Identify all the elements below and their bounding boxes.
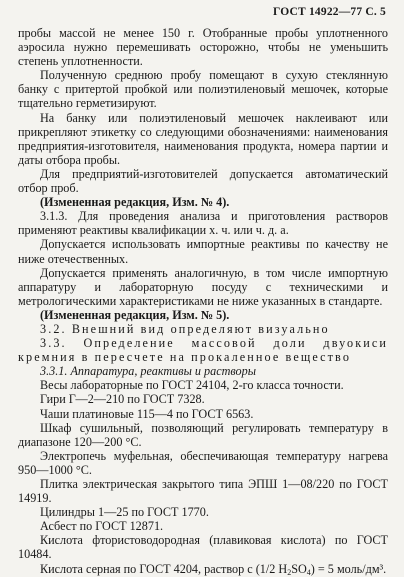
subsection-heading: 3.3.1. Аппаратура, реактивы и растворы (40, 364, 256, 379)
list-item: Электропечь муфельная, обеспечивающая температуру нагрева 950—1000 °С. (18, 448, 388, 477)
formula-text: SO (291, 561, 307, 576)
paragraph: Для предприятий-изготовителей допускается автоматический отбор проб. (18, 166, 388, 196)
formula-text: Кислота серная по ГОСТ 4204, раствор с (1/2 H (40, 561, 288, 576)
formula-subscript: 4 (306, 567, 311, 577)
amendment-note: (Измененная редакция, Изм. № 5). (40, 307, 230, 322)
formula-text: ) = 5 моль/дм³. (310, 561, 387, 576)
paragraph: Допускается использовать импортные реактивы по качеству не ниже отечественных. (18, 237, 388, 266)
section-heading: 3.2. Внешний вид определяют визуально (40, 321, 330, 336)
amendment-note: (Измененная редакция, Изм. № 4). (40, 195, 230, 210)
list-item: Кислота фтористоводородная (плавиковая кислота) по ГОСТ 10484. (18, 533, 388, 562)
formula-subscript: 2 (287, 567, 292, 577)
paragraph: 3.1.3. Для проведения анализа и приготовления растворов применяют реактивы квалификации х. ч. или ч. д. а. (18, 209, 388, 238)
list-item: Гири Г—2—210 по ГОСТ 7328. (40, 392, 205, 407)
list-item: Асбест по ГОСТ 12871. (40, 519, 164, 534)
document-body (18, 26, 388, 576)
list-item: Весы лабораторные по ГОСТ 24104, 2-го класса точности. (40, 378, 344, 393)
paragraph: пробы массой не менее 150 г. Отобранные пробы уплотненного аэросила нужно перемешивать осторожно, чтобы не уменьшить степень уплотненности. (18, 26, 388, 69)
list-item (18, 562, 388, 576)
list-item: Цилиндры 1—25 по ГОСТ 1770. (40, 505, 209, 520)
list-item: Плитка электрическая закрытого типа ЭПШ 1—08/220 по ГОСТ 14919. (18, 477, 388, 506)
paragraph: На банку или полиэтиленовый мешочек наклеивают или прикрепляют этикетку со следующими обозначениями: наименования предприятия-изготовителя, наименования продукта, номера партии и даты отбора пробы. (18, 110, 388, 167)
page-header: ГОСТ 14922—77 С. 5 (273, 6, 386, 18)
paragraph: Полученную среднюю пробу помещают в сухую стеклянную банку с притертой пробкой или полиэтиленовый мешочек, которые тщательно герметизируют. (18, 68, 388, 111)
list-item: Шкаф сушильный, позволяющий регулировать температуру в диапазоне 120—200 °С. (18, 420, 388, 449)
section-heading: 3.3. Определение массовой доли двуокиси кремния в пересчете на прокаленное вещество (18, 336, 388, 365)
paragraph: Допускается применять аналогичную, в том числе импортную аппаратуру и лабораторную посуду с техническими и метрологическими характеристиками не ниже указанных в стандарте. (18, 265, 388, 308)
list-item: Чаши платиновые 115—4 по ГОСТ 6563. (40, 406, 254, 421)
